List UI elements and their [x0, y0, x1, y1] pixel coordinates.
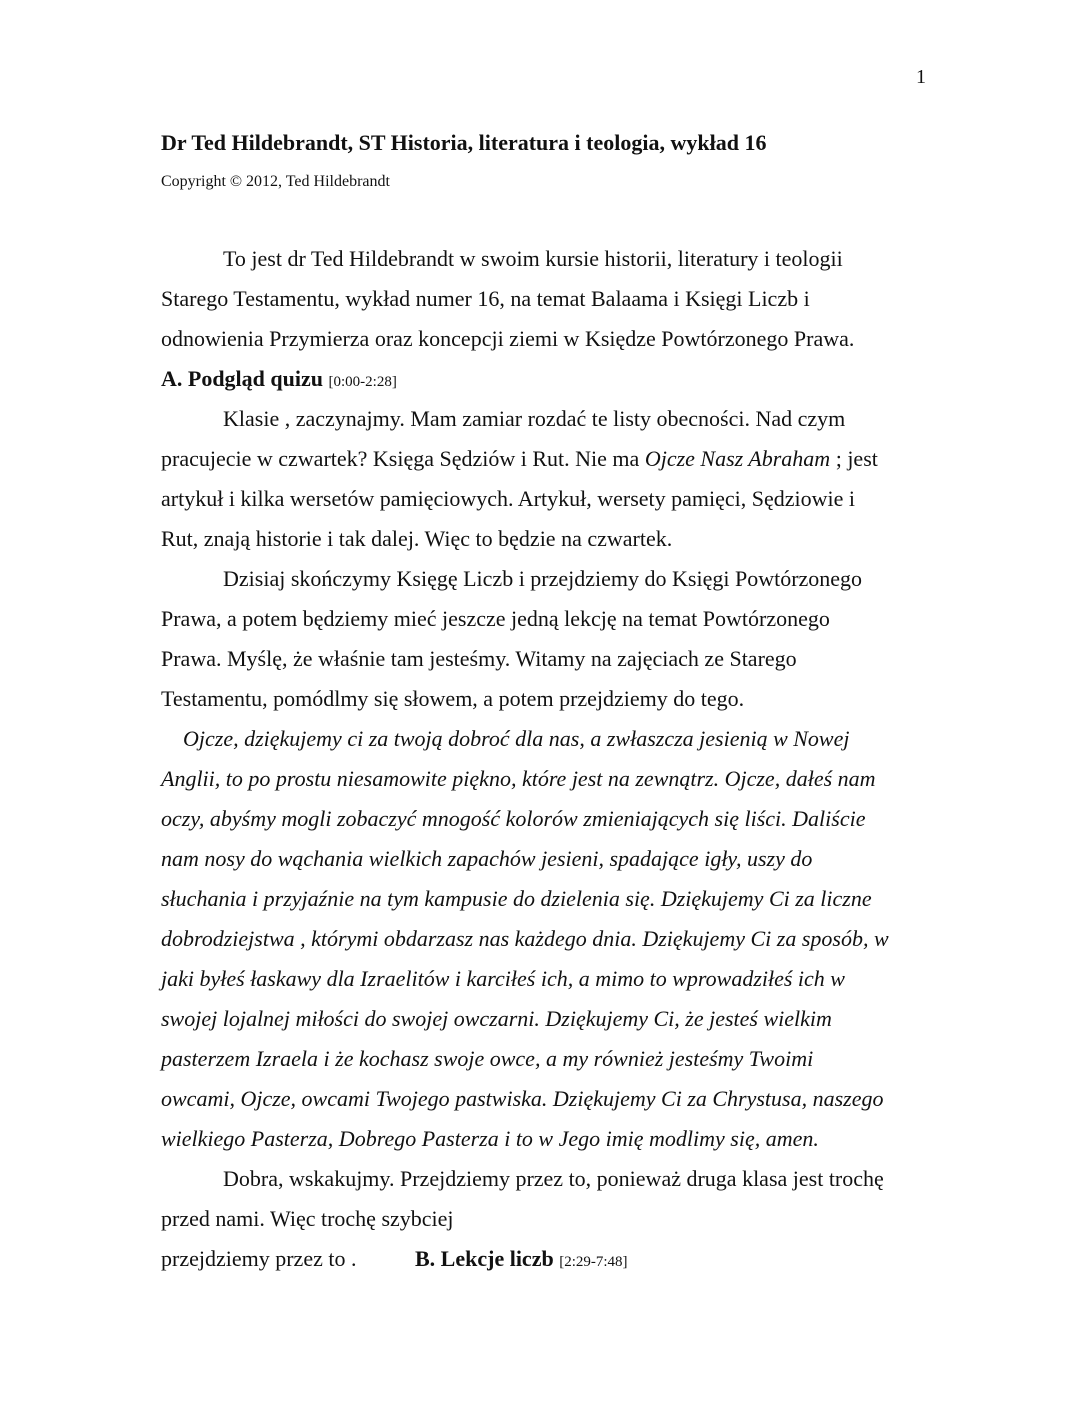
para3-line-1: Dobra, wskakujmy. Przejdziemy przez to, ponieważ druga klasa jest trochę — [223, 1166, 884, 1191]
page-number: 1 — [916, 66, 926, 88]
copyright-line: Copyright © 2012, Ted Hildebrandt — [161, 173, 390, 190]
prayer-line-6: dobrodziejstwa , którymi obdarzasz nas każdego dnia. Dziękujemy Ci za sposób, w — [161, 926, 889, 951]
prayer-line-11: wielkiego Pasterza, Dobrego Pasterza i to w Jego imię modlimy się, amen. — [161, 1126, 819, 1151]
para1-line-2 — [161, 445, 878, 473]
intro-line-2: Starego Testamentu, wykład numer 16, na temat Balaama i Księgi Liczb i — [161, 286, 810, 311]
prayer-line-4: nam nosy do wąchania wielkich zapachów jesieni, spadające igły, uszy do — [161, 846, 813, 871]
section-a-title: A. Podgląd quizu — [161, 366, 323, 391]
prayer-line-7: jaki byłeś łaskawy dla Izraelitów i karciłeś ich, a mimo to wprowadziłeś ich w — [161, 966, 845, 991]
prayer-line-5: słuchania i przyjaźnie na tym kampusie do dzielenia się. Dziękujemy Ci za liczne — [161, 886, 872, 911]
para1-line-4: Rut, znają historie i tak dalej. Więc to będzie na czwartek. — [161, 526, 673, 551]
para1-line-1: Klasie , zaczynajmy. Mam zamiar rozdać te listy obecności. Nad czym — [223, 406, 846, 431]
prayer-line-8: swojej lojalnej miłości do swojej owczarni. Dziękujemy Ci, że jesteś wielkim — [161, 1006, 832, 1031]
prayer-line-3: oczy, abyśmy mogli zobaczyć mnogość kolorów zmieniających się liści. Daliście — [161, 806, 866, 831]
prayer-line-9: pasterzem Izraela i że kochasz swoje owce, a my również jesteśmy Twoimi — [161, 1046, 814, 1071]
para1-line-3: artykuł i kilka wersetów pamięciowych. Artykuł, wersety pamięci, Sędziowie i — [161, 486, 856, 511]
section-b-title: B. Lekcje liczb — [415, 1246, 554, 1271]
para2-line-4: Testamentu, pomódlmy się słowem, a potem przejdziemy do tego. — [161, 686, 745, 711]
para1-line-2-italic: Ojcze Nasz Abraham — [644, 446, 831, 471]
para3-line-3: przejdziemy przez to . — [161, 1246, 357, 1271]
section-b-timestamp: [2:29-7:48] — [559, 1254, 628, 1270]
document-title: Dr Ted Hildebrandt, ST Historia, literatura i teologia, wykład 16 — [161, 130, 767, 155]
intro-line-3: odnowienia Przymierza oraz koncepcji ziemi w Księdze Powtórzonego Prawa. — [161, 326, 855, 351]
para2-line-3: Prawa. Myślę, że właśnie tam jesteśmy. Witamy na zajęciach ze Starego — [161, 646, 797, 671]
prayer-line-1: Ojcze, dziękujemy ci za twoją dobroć dla nas, a zwłaszcza jesienią w Nowej — [183, 726, 850, 751]
section-b-heading — [415, 1245, 628, 1276]
para2-line-1: Dzisiaj skończymy Księgę Liczb i przejdziemy do Księgi Powtórzonego — [223, 566, 863, 591]
para2-line-2: Prawa, a potem będziemy mieć jeszcze jedną lekcję na temat Powtórzonego — [161, 606, 830, 631]
prayer-line-10: owcami, Ojcze, owcami Twojego pastwiska. Dziękujemy Ci za Chrystusa, naszego — [161, 1086, 884, 1111]
intro-line-1: To jest dr Ted Hildebrandt w swoim kursie historii, literatury i teologii — [223, 246, 843, 271]
para3-line-2: przed nami. Więc trochę szybciej — [161, 1206, 454, 1231]
prayer-line-2: Anglii, to po prostu niesamowite piękno, które jest na zewnątrz. Ojcze, dałeś nam — [161, 766, 876, 791]
para1-line-2-end: ; jest — [830, 446, 878, 471]
para1-line-2-start: pracujecie w czwartek? Księga Sędziów i Rut. Nie ma — [161, 446, 645, 471]
section-a-heading — [161, 365, 397, 396]
section-a-timestamp: [0:00-2:28] — [328, 374, 397, 390]
